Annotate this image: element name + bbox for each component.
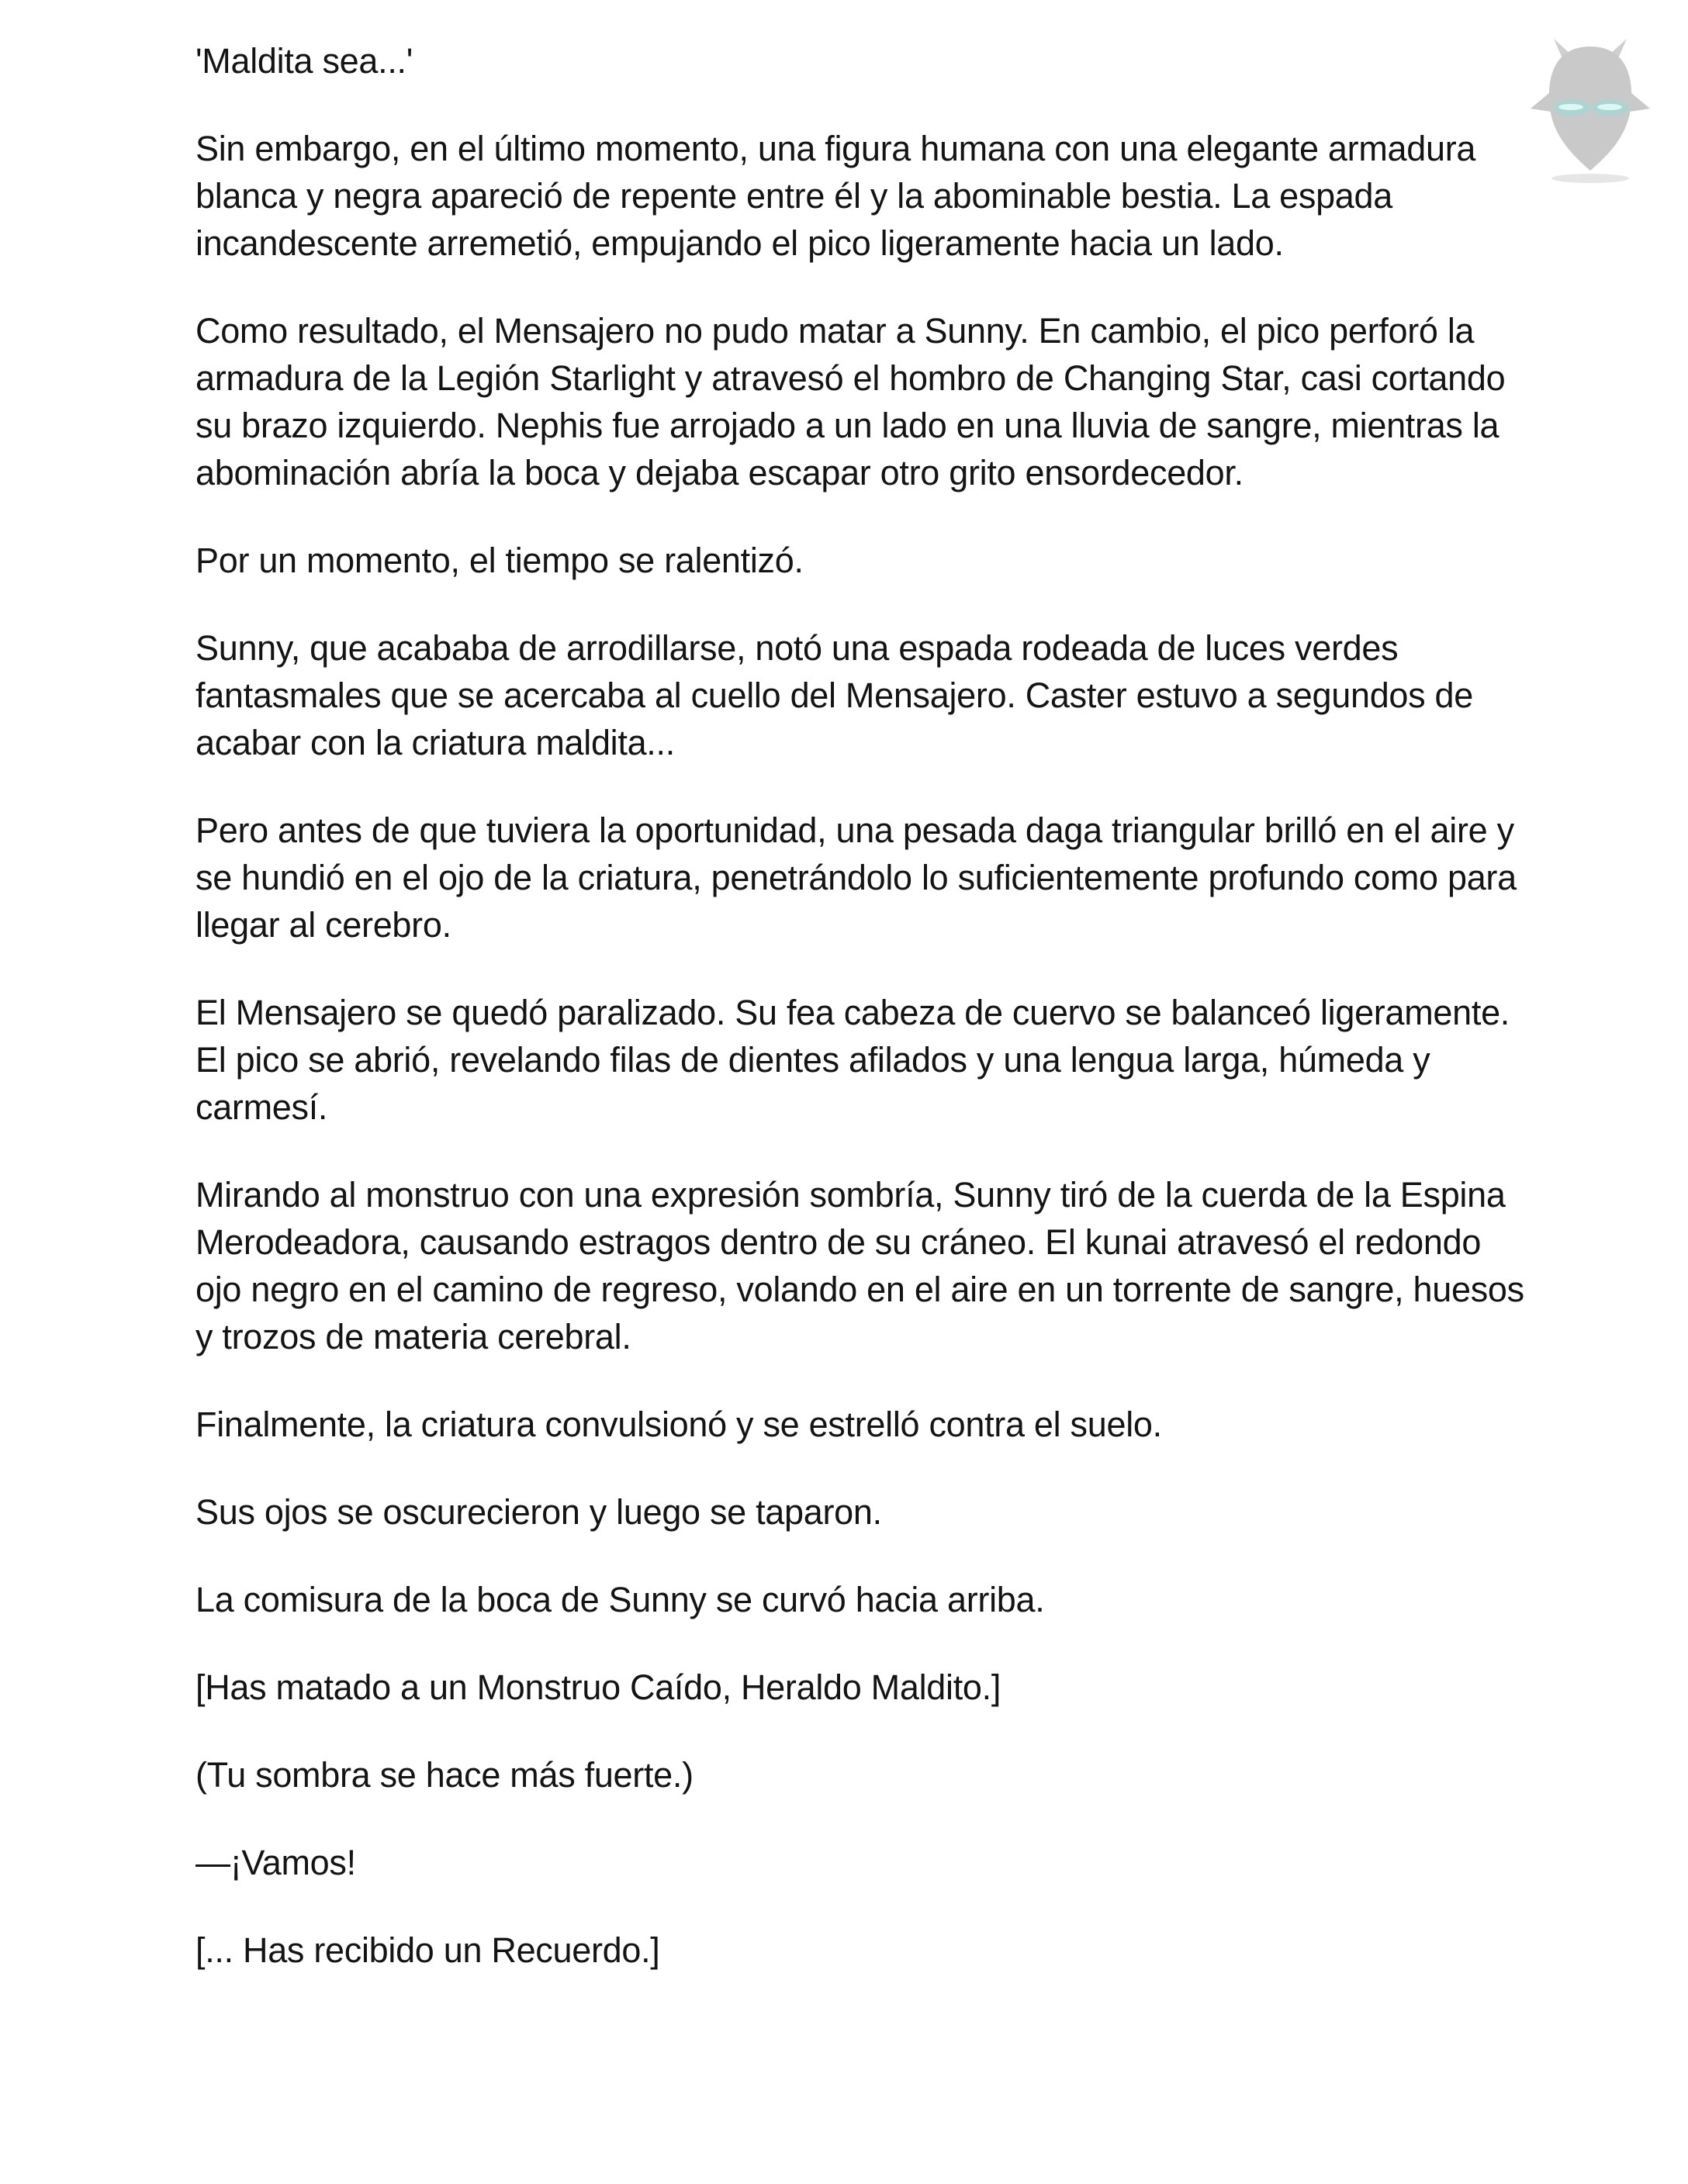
paragraph-2: Sin embargo, en el último momento, una figura humana con una elegante armadura blanca y negra apareció de repente entre él y la abominable bestia. La espada incandescente arremetió, empujando el pico ligeramente hacia un lado. <box>195 129 1476 263</box>
document-body <box>195 37 1530 2014</box>
paragraph-10: Sus ojos se oscurecieron y luego se taparon. <box>195 1492 882 1532</box>
paragraph-7: El Mensajero se quedó paralizado. Su fea cabeza de cuervo se balanceó ligeramente. El pico se abrió, revelando filas de dientes afilados y una lengua larga, húmeda y carmesí. <box>195 993 1510 1127</box>
paragraph-15: [... Has recibido un Recuerdo.] <box>195 1930 660 1970</box>
paragraph-6: Pero antes de que tuviera la oportunidad, una pesada daga triangular brilló en el aire y se hundió en el ojo de la criatura, penetrándolo lo suficientemente profundo como para llegar al cerebro. <box>195 810 1517 945</box>
paragraph-13: (Tu sombra se hace más fuerte.) <box>195 1755 694 1795</box>
paragraph-8: Mirando al monstruo con una expresión sombría, Sunny tiró de la cuerda de la Espina Merodeadora, causando estragos dentro de su cráneo. El kunai atravesó el redondo ojo negro en el camino de regreso, volando en el aire en un torrente de sangre, huesos y trozos de materia cerebral. <box>195 1175 1524 1356</box>
paragraph-4: Por un momento, el tiempo se ralentizó. <box>195 541 804 580</box>
paragraph-3: Como resultado, el Mensajero no pudo matar a Sunny. En cambio, el pico perforó la armadura de la Legión Starlight y atravesó el hombro de Changing Star, casi cortando su brazo izquierdo. Nephis fue arrojado a un lado en una lluvia de sangre, mientras la abominación abría la boca y dejaba escapar otro grito ensordecedor. <box>195 311 1506 492</box>
paragraph-14: —¡Vamos! <box>195 1843 356 1882</box>
paragraph-11: La comisura de la boca de Sunny se curvó hacia arriba. <box>195 1580 1045 1619</box>
demon-head-icon <box>1517 16 1664 186</box>
paragraph-5: Sunny, que acababa de arrodillarse, notó una espada rodeada de luces verdes fantasmales que se acercaba al cuello del Mensajero. Caster estuvo a segundos de acabar con la criatura maldita... <box>195 628 1473 762</box>
paragraph-1: 'Maldita sea...' <box>195 41 413 81</box>
paragraph-12: [Has matado a un Monstruo Caído, Heraldo Maldito.] <box>195 1667 1001 1707</box>
paragraph-9: Finalmente, la criatura convulsionó y se estrelló contra el suelo. <box>195 1405 1162 1444</box>
